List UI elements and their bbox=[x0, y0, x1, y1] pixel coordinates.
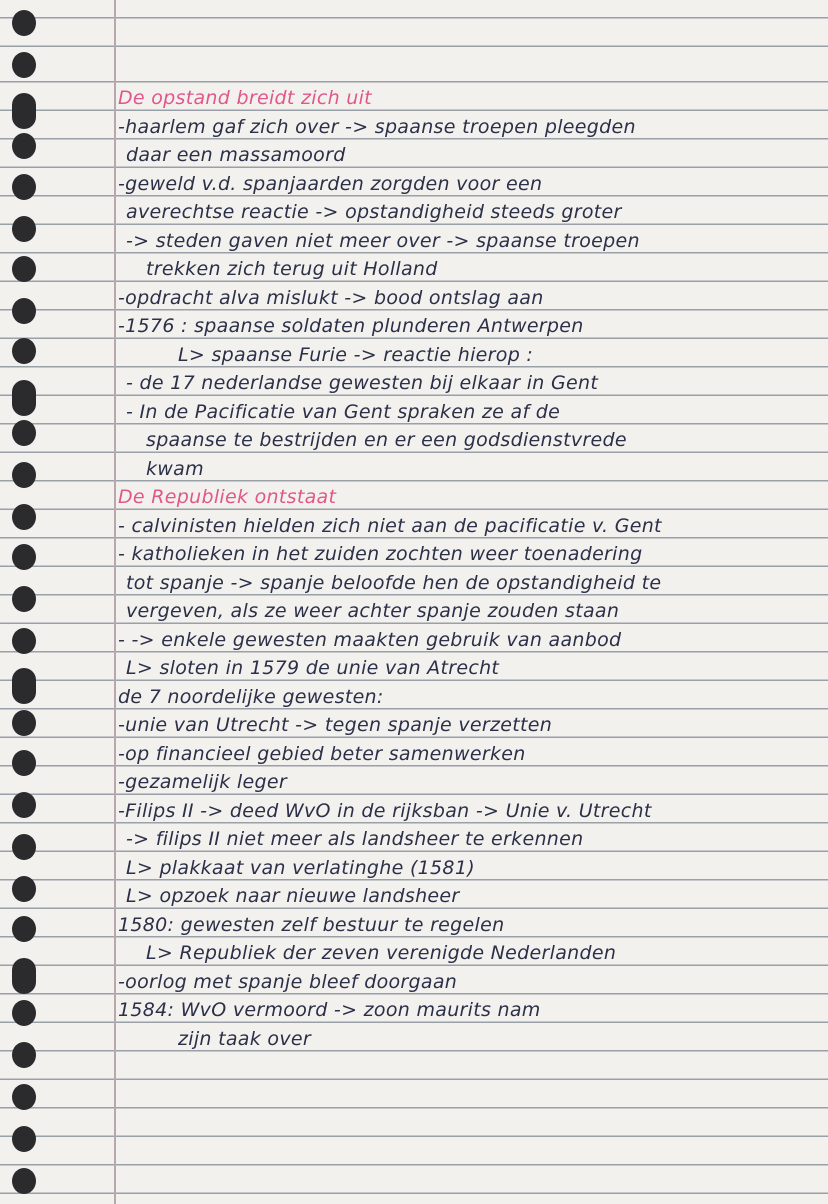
binder-hole-icon bbox=[12, 792, 36, 818]
binder-hole-icon bbox=[12, 1000, 36, 1026]
note-line: L> Republiek der zeven verenigde Nederlanden bbox=[146, 942, 617, 964]
note-line: L> sloten in 1579 de unie van Atrecht bbox=[126, 657, 500, 679]
binder-hole-icon bbox=[12, 462, 36, 488]
binder-hole-icon bbox=[12, 52, 36, 78]
note-line: de 7 noordelijke gewesten: bbox=[118, 685, 384, 708]
note-line: kwam bbox=[146, 457, 204, 480]
binder-hole-icon bbox=[12, 93, 36, 129]
handwritten-notes bbox=[118, 84, 818, 1053]
binder-hole-icon bbox=[12, 1042, 36, 1068]
binder-hole-icon bbox=[12, 298, 36, 324]
binder-hole-icon bbox=[12, 504, 36, 530]
binder-hole-icon bbox=[12, 338, 36, 364]
binder-hole-icon bbox=[12, 834, 36, 860]
binder-hole-icon bbox=[12, 586, 36, 612]
binder-hole-icon bbox=[12, 544, 36, 570]
note-line: trekken zich terug uit Holland bbox=[146, 258, 438, 280]
binder-hole-icon bbox=[12, 174, 36, 200]
note-line: -opdracht alva mislukt -> bood ontslag aan bbox=[118, 286, 544, 309]
binder-hole-icon bbox=[12, 750, 36, 776]
note-line: -geweld v.d. spanjaarden zorgden voor een bbox=[118, 172, 543, 195]
section-heading: De Republiek ontstaat bbox=[118, 486, 337, 508]
note-line: averechtse reactie -> opstandigheid steeds groter bbox=[126, 201, 622, 223]
binder-hole-icon bbox=[12, 216, 36, 242]
binder-hole-icon bbox=[12, 876, 36, 902]
binder-hole-icon bbox=[12, 958, 36, 994]
binder-hole-icon bbox=[12, 668, 36, 704]
note-line: zijn taak over bbox=[178, 1027, 311, 1050]
note-line: vergeven, als ze weer achter spanje zouden staan bbox=[126, 600, 620, 622]
note-line: -oorlog met spanje bleef doorgaan bbox=[118, 970, 458, 993]
binder-hole-icon bbox=[12, 628, 36, 654]
note-line: tot spanje -> spanje beloofde hen de opstandigheid te bbox=[126, 571, 662, 594]
binder-hole-icon bbox=[12, 1126, 36, 1152]
note-line: -> filips II niet meer als landsheer te erkennen bbox=[126, 828, 584, 850]
note-line: L> opzoek naar nieuwe landsheer bbox=[126, 885, 460, 907]
note-line: 1580: gewesten zelf bestuur te regelen bbox=[118, 913, 505, 936]
section-heading: De opstand breidt zich uit bbox=[118, 87, 372, 109]
binder-hole-icon bbox=[12, 1168, 36, 1194]
note-line: -haarlem gaf zich over -> spaanse troepen pleegden bbox=[118, 115, 636, 138]
note-line: 1584: WvO vermoord -> zoon maurits nam bbox=[118, 999, 541, 1021]
note-line: - In de Pacificatie van Gent spraken ze af de bbox=[126, 400, 561, 423]
binder-hole-icon bbox=[12, 710, 36, 736]
binder-hole-icon bbox=[12, 133, 36, 159]
binder-hole-icon bbox=[12, 1084, 36, 1110]
note-line: - de 17 nederlandse gewesten bij elkaar in Gent bbox=[126, 372, 599, 394]
binder-hole-icon bbox=[12, 380, 36, 416]
note-line: - -> enkele gewesten maakten gebruik van aanbod bbox=[118, 628, 622, 651]
binder-hole-icon bbox=[12, 916, 36, 942]
note-line: -Filips II -> deed WvO in de rijksban -> Unie v. Utrecht bbox=[118, 799, 652, 822]
note-line: -> steden gaven niet meer over -> spaanse troepen bbox=[126, 229, 640, 252]
note-line: L> spaanse Furie -> reactie hierop : bbox=[178, 343, 534, 366]
note-line: -unie van Utrecht -> tegen spanje verzetten bbox=[118, 714, 553, 736]
note-line: - katholieken in het zuiden zochten weer toenadering bbox=[118, 543, 643, 565]
binder-hole-icon bbox=[12, 10, 36, 36]
note-line: L> plakkaat van verlatinghe (1581) bbox=[126, 856, 475, 879]
note-line: -gezamelijk leger bbox=[118, 771, 287, 793]
note-line: spaanse te bestrijden en er een godsdienstvrede bbox=[146, 429, 627, 451]
note-line: -1576 : spaanse soldaten plunderen Antwerpen bbox=[118, 315, 584, 337]
note-line: - calvinisten hielden zich niet aan de pacificatie v. Gent bbox=[118, 514, 662, 537]
margin-line bbox=[114, 0, 116, 1204]
binder-hole-icon bbox=[12, 256, 36, 282]
note-line: -op financieel gebied beter samenwerken bbox=[118, 742, 526, 765]
binder-hole-icon bbox=[12, 420, 36, 446]
note-line: daar een massamoord bbox=[126, 144, 346, 166]
